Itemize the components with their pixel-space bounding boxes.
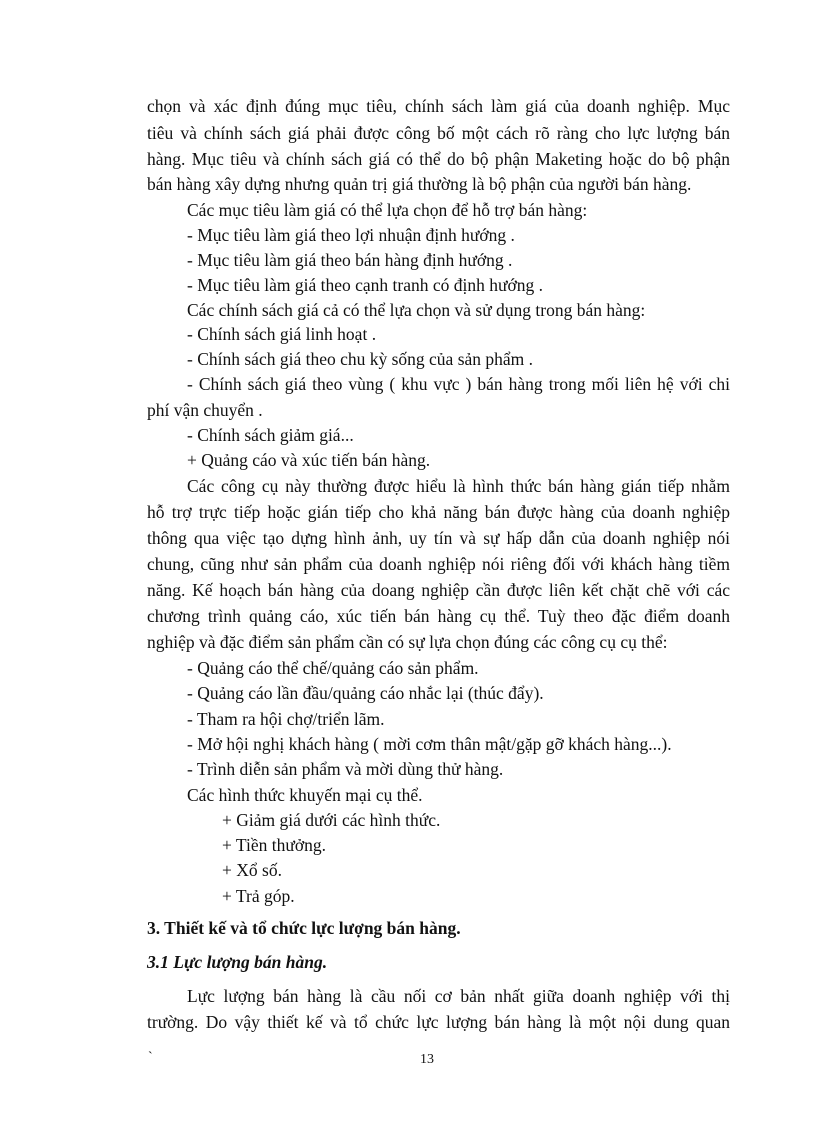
text-line: chọn và xác định đúng mục tiêu, chính sách làm giá của doanh nghiệp. Mục: [147, 96, 730, 116]
subsection-heading: 3.1 Lực lượng bán hàng.: [147, 952, 328, 972]
list-item: - Mục tiêu làm giá theo bán hàng định hướng .: [187, 250, 513, 270]
text-line: trường. Do vậy thiết kế và tổ chức lực lượng bán hàng là một nội dung quan: [147, 1012, 730, 1032]
text-line: hàng. Mục tiêu và chính sách giá có thể do bộ phận Maketing hoặc do bộ phận: [147, 149, 730, 169]
text-line: thông qua việc tạo dựng hình ảnh, uy tín và sự hấp dẫn của doanh nghiệp nói: [147, 528, 730, 548]
list-item: + Trả góp.: [222, 886, 295, 906]
list-item: - Chính sách giảm giá...: [187, 425, 354, 445]
text-line: Các hình thức khuyến mại cụ thể.: [187, 785, 423, 805]
list-item: + Tiền thưởng.: [222, 835, 326, 855]
list-item: - Tham ra hội chợ/triển lãm.: [187, 709, 385, 729]
list-item: - Chính sách giá theo vùng ( khu vực ) bán hàng trong mối liên hệ với chi: [187, 374, 730, 394]
text-line: bán hàng xây dựng nhưng quản trị giá thường là bộ phận của người bán hàng.: [147, 174, 692, 194]
text-line: chung, cũng như sản phẩm của doanh nghiệp nói riêng đối với khách hàng tiềm: [147, 554, 730, 574]
text-line: phí vận chuyển .: [147, 400, 263, 420]
page-number: 13: [420, 1052, 434, 1067]
list-item: - Mục tiêu làm giá theo cạnh tranh có định hướng .: [187, 275, 544, 295]
text-line: Các mục tiêu làm giá có thể lựa chọn để hỗ trợ bán hàng:: [187, 200, 588, 220]
footer-mark: `: [148, 1050, 153, 1065]
text-line: năng. Kế hoạch bán hàng của doang nghiệp cần được liên kết chặt chẽ với các: [147, 580, 730, 600]
list-item: - Chính sách giá linh hoạt .: [187, 324, 377, 344]
text-line: chương trình quảng cáo, xúc tiến bán hàng cụ thể. Tuỳ theo đặc điểm doanh: [147, 606, 730, 626]
list-item: - Mở hội nghị khách hàng ( mời cơm thân mật/gặp gỡ khách hàng...).: [187, 734, 672, 754]
list-item: + Xổ số.: [222, 860, 282, 880]
list-item: - Trình diễn sản phẩm và mời dùng thử hàng.: [187, 759, 504, 779]
text-line: Lực lượng bán hàng là cầu nối cơ bản nhất giữa doanh nghiệp với thị: [187, 986, 730, 1006]
section-heading: 3. Thiết kế và tổ chức lực lượng bán hàng.: [147, 918, 461, 938]
list-item: - Quảng cáo lần đầu/quảng cáo nhắc lại (thúc đẩy).: [187, 683, 544, 703]
list-item: - Quảng cáo thể chế/quảng cáo sản phẩm.: [187, 658, 479, 678]
text-line: Các công cụ này thường được hiểu là hình thức bán hàng gián tiếp nhằm: [187, 476, 730, 496]
text-line: Các chính sách giá cả có thể lựa chọn và sử dụng trong bán hàng:: [187, 300, 646, 320]
text-line: nghiệp và đặc điểm sản phẩm cần có sự lựa chọn đúng các công cụ cụ thể:: [147, 632, 668, 652]
text-line: hỗ trợ trực tiếp hoặc gián tiếp cho khả năng bán được hàng của doanh nghiệp: [147, 502, 730, 522]
list-item: + Quảng cáo và xúc tiến bán hàng.: [187, 450, 431, 470]
list-item: - Chính sách giá theo chu kỳ sống của sản phẩm .: [187, 349, 534, 369]
list-item: - Mục tiêu làm giá theo lợi nhuận định hướng .: [187, 225, 515, 245]
list-item: + Giảm giá dưới các hình thức.: [222, 810, 441, 830]
text-line: tiêu và chính sách giá phải được công bố một cách rõ ràng cho lực lượng bán: [147, 123, 730, 143]
